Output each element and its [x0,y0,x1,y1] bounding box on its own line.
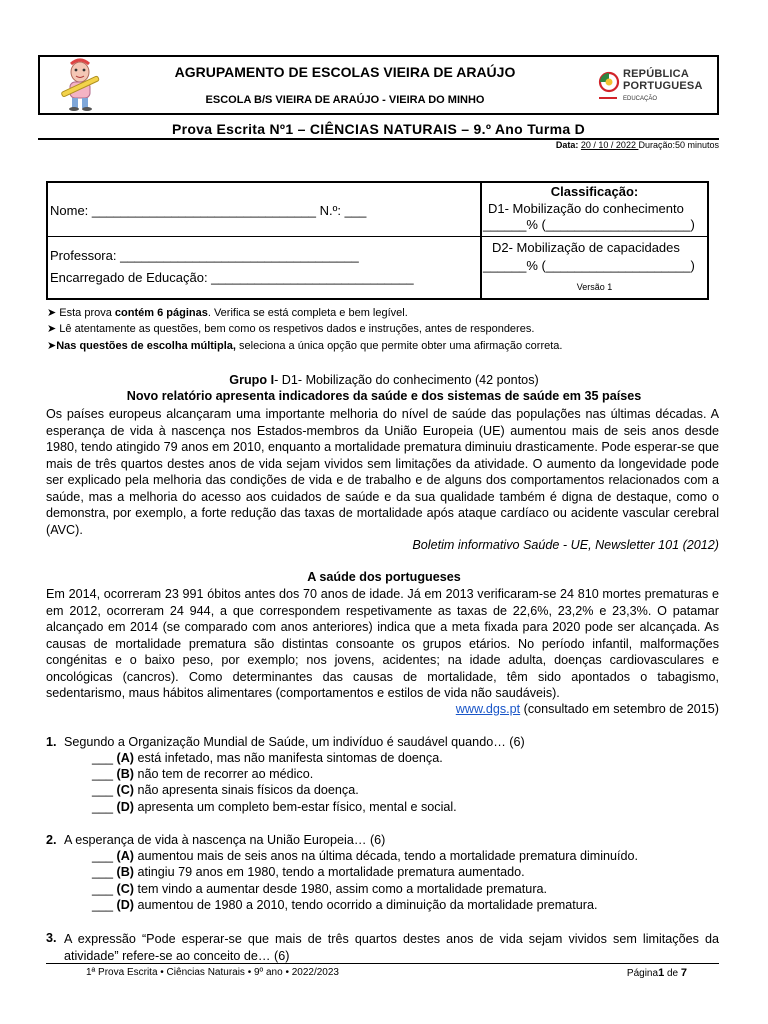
option-text: apresenta um completo bem-estar físico, mental e social. [134,800,457,814]
d1-score-field[interactable]: ______% (____________________) [483,217,695,232]
question-1-option-b[interactable] [92,767,313,781]
date-value: 20 / 10 / 2022 [580,140,639,150]
name-field[interactable]: Nome: _______________________________ N.º: ___ [50,203,367,218]
article-1-body: Os países europeus alcançaram uma importante melhoria do nível de saúde das populações nas últimas décadas. A esperança de vida à nascença nos Estados-membros da União Europeia (UE) aumentou mais de seis anos desde 1980, tendo atingido 79 anos em 2010, enquanto a mortalidade prematura diminuiu drasticamente. Pode esperar-se que mais de três quartos destes anos de vida sejam vividos sem limitações da atividade. O aumento da longevidade pode ser explicado pela melhoria das condições de vida e de trabalho e de alguns dos comportamentos relacionados com a saúde, mas a melhoria do acesso aos cuidados de saúde e da sua qualidade também é digna de destaque, como o demonstra, por exemplo, a forte redução das taxas de mortalidade após ataque cardíaco ou acidente vascular cerebral (AVC). [46,407,719,537]
question-3-text: A expressão “Pode esperar-se que mais de três quartos destes anos de vida sejam vividos sem limitações da atividade” refere-se ao conceito de… (6) [64,932,719,963]
option-letter: (D) [116,898,134,912]
duration: Duração:50 minutos [638,140,719,150]
option-text: não tem de recorrer ao médico. [134,767,314,781]
group-title [46,373,722,387]
school-mascot-logo [54,58,108,112]
version-label: Versão 1 [576,282,613,292]
question-1-text: Segundo a Organização Mundial de Saúde, um indivíduo é saudável quando… (6) [64,735,525,749]
article-2-source-note: (consultado em setembro de 2015) [520,702,719,716]
question-2-number: 2. [46,833,57,847]
question-2-option-c[interactable] [92,882,547,896]
option-letter: (C) [116,882,134,896]
school-name: ESCOLA B/S VIEIRA DE ARAÚJO - VIEIRA DO MINHO [205,94,485,106]
question-2-option-a[interactable] [92,849,638,863]
page-label: Página [626,968,659,979]
question-2-option-d[interactable] [92,898,597,912]
option-letter: (C) [116,783,134,797]
option-letter: (A) [116,751,134,765]
educacao-text: EDUCAÇÃO [623,96,658,102]
date-line [420,140,719,150]
option-letter: (B) [116,767,134,781]
article-1-source: Boletim informativo Saúde - UE, Newsletter 101 (2012) [412,538,719,552]
portuguesa-text: PORTUGUESA [623,80,703,92]
answer-blank[interactable]: ___ [92,882,117,896]
answer-blank[interactable]: ___ [92,849,117,863]
option-text: aumentou de 1980 a 2010, tendo ocorrido a diminuição da mortalidade prematura. [134,898,598,912]
footer-divider [46,963,719,964]
question-1-option-c[interactable] [92,783,359,797]
answer-blank[interactable]: ___ [92,865,117,879]
footer-info: 1ª Prova Escrita • Ciências Naturais • 9º ano • 2022/2023 [86,967,339,978]
instruction-1 [47,306,408,319]
id-box-rule-right [482,236,709,237]
teacher-field[interactable]: Professora: _________________________________ [50,248,359,263]
instruction-1-start: ➤ Esta prova [47,307,115,319]
answer-blank[interactable]: ___ [92,783,117,797]
article-1-title: Novo relatório apresenta indicadores da saúde e dos sistemas de saúde em 35 países [126,389,642,403]
option-text: aumentou mais de seis anos na última década, tendo a mortalidade prematura diminuído. [134,849,639,863]
of-label: de [664,968,681,979]
question-1-option-a[interactable] [92,751,443,765]
option-text: está infetado, mas não manifesta sintomas de doença. [134,751,443,765]
id-box-rule-left [46,236,480,237]
d1-label: D1- Mobilização do conhecimento [488,201,684,216]
dgs-link[interactable]: www.dgs.pt [455,702,521,716]
d2-label: D2- Mobilização de capacidades [492,240,680,255]
answer-blank[interactable]: ___ [92,767,117,781]
instruction-3-arrow: ➤ [47,340,57,352]
instruction-1-end: . Verifica se está completa e bem legível. [207,307,408,319]
instruction-3-bold: Nas questões de escolha múltipla, [56,340,236,352]
d2-score-field[interactable]: ______% (____________________) [483,258,695,273]
instruction-2: ➤ Lê atentamente as questões, bem como os respetivos dados e instruções, antes de responderes. [47,323,535,335]
question-2-option-b[interactable] [92,865,525,879]
option-letter: (D) [116,800,134,814]
page-number: 1 [658,967,665,979]
question-1-number: 1. [46,735,57,749]
page-indicator [560,967,687,979]
option-letter: (A) [116,849,134,863]
option-text: atingiu 79 anos em 1980, tendo a mortalidade prematura aumentado. [134,865,525,879]
page-total: 7 [680,967,687,979]
republica-text: REPÚBLICA [623,68,689,80]
article-2-title: A saúde dos portugueses [307,570,461,584]
answer-blank[interactable]: ___ [92,751,117,765]
article-2-body: Em 2014, ocorreram 23 991 óbitos antes dos 70 anos de idade. Já em 2013 verificaram-se 24 810 mortes prematuras e em 2012, ocorreram 24 944, a que correspondem respetivamente as taxas de 22,6%, 23,2% e 23,3%. O patamar alcançado em 2014 (se comparado com anos anteriores) indica que a meta fixada para 2020 pode ser alcançada. As causas de mortalidade prematura são distintas consoante os grupos etários. No período infantil, malformações congénitas e o baixo peso, por exemplo; nos jovens, acidentes; na idade adulta, doenças cardiovasculares e oncológicas (cancros). Como determinantes das causas de mortalidade, têm sido apontados o tabagismo, sedentarismo, maus hábitos alimentares (comportamentos e estilos de vida não saudáveis). [46,587,719,700]
option-text: não apresenta sinais físicos da doença. [134,783,359,797]
question-2-text: A esperança de vida à nascença na União Europeia… (6) [64,833,386,847]
question-1-option-d[interactable] [92,800,457,814]
school-group-name: AGRUPAMENTO DE ESCOLAS VIEIRA DE ARAÚJO [174,64,516,80]
article-2-source [46,702,719,716]
date-label: Data: [555,140,579,150]
answer-blank[interactable]: ___ [92,800,117,814]
option-letter: (B) [116,865,134,879]
guardian-field[interactable]: Encarregado de Educação: ____________________________ [50,270,414,285]
question-3-number: 3. [46,931,57,945]
group-title-bold: Grupo I [229,373,275,387]
instruction-3-end: seleciona a única opção que permite obter uma afirmação correta. [235,340,563,352]
instruction-3 [47,339,562,352]
instruction-1-bold: contém 6 páginas [114,307,208,319]
group-title-rest: - D1- Mobilização do conhecimento (42 pontos) [274,373,539,387]
exam-title: Prova Escrita Nº1 – CIÊNCIAS NATURAIS – 9.º Ano Turma D [171,121,586,137]
answer-blank[interactable]: ___ [92,898,117,912]
option-text: tem vindo a aumentar desde 1980, assim como a mortalidade prematura. [134,882,548,896]
classification-title: Classificação: [550,184,639,199]
